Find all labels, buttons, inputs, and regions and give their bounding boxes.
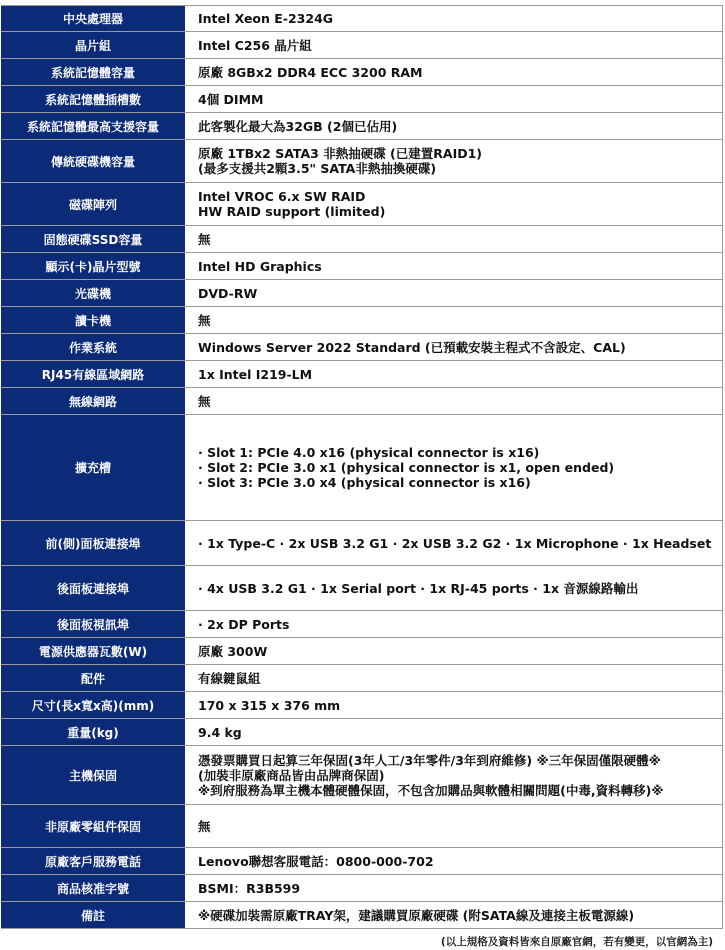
spec-label: 前(側)面板連接埠 bbox=[1, 521, 186, 565]
spec-label: 配件 bbox=[1, 665, 186, 691]
spec-label: 後面板連接埠 bbox=[1, 566, 186, 610]
spec-label: 主機保固 bbox=[1, 746, 186, 804]
spec-row bbox=[1, 5, 723, 32]
spec-value bbox=[186, 902, 723, 928]
spec-table bbox=[1, 5, 723, 929]
spec-value-line: 有線鍵鼠組 bbox=[198, 670, 261, 686]
spec-value-line: Intel C256 晶片組 bbox=[198, 37, 312, 53]
spec-label: 作業系統 bbox=[1, 334, 186, 360]
spec-label: 光碟機 bbox=[1, 280, 186, 306]
spec-value bbox=[186, 566, 723, 610]
spec-row bbox=[1, 226, 723, 253]
spec-value bbox=[186, 334, 723, 360]
spec-label: 非原廠零組件保固 bbox=[1, 805, 186, 847]
spec-label: 系統記憶體最高支援容量 bbox=[1, 113, 186, 139]
spec-row bbox=[1, 113, 723, 140]
spec-label: 系統記憶體插槽數 bbox=[1, 86, 186, 112]
spec-value-line: · Slot 2: PCIe 3.0 x1 (physical connector is x1, open ended) bbox=[198, 460, 615, 475]
spec-value-line: ※硬碟加裝需原廠TRAY架，建議購買原廠硬碟 (附SATA線及連接主板電源線) bbox=[198, 907, 635, 923]
spec-value bbox=[186, 521, 723, 565]
spec-label: 晶片組 bbox=[1, 32, 186, 58]
spec-label: 後面板視訊埠 bbox=[1, 611, 186, 637]
spec-value bbox=[186, 140, 723, 182]
spec-row bbox=[1, 140, 723, 183]
spec-value bbox=[186, 692, 723, 718]
spec-value-line: 此客製化最大為32GB (2個已佔用) bbox=[198, 118, 398, 134]
spec-label: 重量(kg) bbox=[1, 719, 186, 745]
spec-label: 擴充槽 bbox=[1, 415, 186, 520]
spec-value-line: · 1x Type-C · 2x USB 3.2 G1 · 2x USB 3.2 G2 · 1x Microphone · 1x Headset bbox=[198, 535, 712, 551]
spec-label: 尺寸(長x寬x高)(mm) bbox=[1, 692, 186, 718]
footnote: (以上規格及資料皆來自原廠官網，若有變更，以官網為主) bbox=[440, 936, 713, 948]
spec-row bbox=[1, 280, 723, 307]
spec-value bbox=[186, 32, 723, 58]
spec-row bbox=[1, 875, 723, 902]
spec-label: 商品核准字號 bbox=[1, 875, 186, 901]
spec-value-line: (加裝非原廠商品皆由品牌商保固) bbox=[198, 767, 385, 783]
spec-value bbox=[186, 226, 723, 252]
spec-value bbox=[186, 746, 723, 804]
spec-row bbox=[1, 388, 723, 415]
spec-row bbox=[1, 183, 723, 226]
spec-label: 磁碟陣列 bbox=[1, 183, 186, 225]
spec-row bbox=[1, 692, 723, 719]
spec-value-line: 1x Intel I219-LM bbox=[198, 366, 313, 382]
spec-value bbox=[186, 388, 723, 414]
spec-value-line: 原廠 1TBx2 SATA3 非熱抽硬碟 (已建置RAID1) bbox=[198, 146, 483, 161]
spec-row bbox=[1, 361, 723, 388]
spec-row bbox=[1, 611, 723, 638]
spec-value bbox=[186, 361, 723, 387]
spec-value bbox=[186, 59, 723, 85]
spec-value-line: 原廠 8GBx2 DDR4 ECC 3200 RAM bbox=[198, 64, 423, 80]
spec-row bbox=[1, 805, 723, 848]
spec-value-line: 無 bbox=[198, 393, 211, 409]
spec-label: 傳統硬碟機容量 bbox=[1, 140, 186, 182]
spec-value-line: · Slot 1: PCIe 4.0 x16 (physical connector is x16) bbox=[198, 445, 540, 460]
spec-value-line: Windows Server 2022 Standard (已預載安裝主程式不含設定、CAL) bbox=[198, 339, 626, 355]
spec-value-line: 原廠 300W bbox=[198, 643, 268, 659]
spec-label: 無線網路 bbox=[1, 388, 186, 414]
spec-value bbox=[186, 415, 723, 520]
spec-value-line: · 4x USB 3.2 G1 · 1x Serial port · 1x RJ-45 ports · 1x 音源線路輸出 bbox=[198, 580, 639, 596]
spec-row bbox=[1, 719, 723, 746]
spec-row bbox=[1, 415, 723, 521]
spec-value-line: 無 bbox=[198, 312, 211, 328]
spec-row bbox=[1, 334, 723, 361]
spec-value bbox=[186, 719, 723, 745]
spec-row bbox=[1, 902, 723, 929]
spec-label: RJ45有線區域網路 bbox=[1, 361, 186, 387]
spec-row bbox=[1, 848, 723, 875]
spec-row bbox=[1, 307, 723, 334]
spec-value bbox=[186, 665, 723, 691]
spec-row bbox=[1, 32, 723, 59]
spec-label: 固態硬碟SSD容量 bbox=[1, 226, 186, 252]
spec-value-line: · 2x DP Ports bbox=[198, 616, 290, 632]
spec-value bbox=[186, 638, 723, 664]
spec-value bbox=[186, 805, 723, 847]
spec-value-line: Intel Xeon E-2324G bbox=[198, 11, 334, 26]
spec-value-line: 憑發票購買日起算三年保固(3年人工/3年零件/3年到府維修) ※三年保固僅限硬體※ bbox=[198, 752, 661, 768]
spec-label: 原廠客戶服務電話 bbox=[1, 848, 186, 874]
spec-value-line: Intel HD Graphics bbox=[198, 258, 322, 274]
spec-row bbox=[1, 566, 723, 611]
spec-value-line: 4個 DIMM bbox=[198, 91, 264, 107]
spec-value-line: 無 bbox=[198, 231, 211, 247]
spec-value-line: (最多支援共2顆3.5" SATA非熱抽換硬碟) bbox=[198, 161, 437, 176]
spec-row bbox=[1, 59, 723, 86]
spec-label: 中央處理器 bbox=[1, 6, 186, 31]
spec-value bbox=[186, 113, 723, 139]
spec-value-line: Intel VROC 6.x SW RAID bbox=[198, 189, 366, 204]
spec-value bbox=[186, 6, 723, 31]
spec-value-line: · Slot 3: PCIe 3.0 x4 (physical connector is x16) bbox=[198, 475, 531, 490]
spec-value-line: BSMI：R3B599 bbox=[198, 880, 301, 896]
spec-value-line: 9.4 kg bbox=[198, 724, 242, 740]
spec-value-line: HW RAID support (limited) bbox=[198, 204, 386, 219]
spec-label: 讀卡機 bbox=[1, 307, 186, 333]
spec-value bbox=[186, 86, 723, 112]
spec-value bbox=[186, 875, 723, 901]
spec-label: 備註 bbox=[1, 902, 186, 928]
spec-row bbox=[1, 746, 723, 805]
spec-row bbox=[1, 638, 723, 665]
spec-row bbox=[1, 86, 723, 113]
spec-value-line: ※到府服務為單主機本體硬體保固，不包含加購品與軟體相關問題(中毒,資料轉移)※ bbox=[198, 782, 664, 798]
spec-value-line: DVD-RW bbox=[198, 285, 258, 301]
spec-row bbox=[1, 521, 723, 566]
spec-row bbox=[1, 665, 723, 692]
spec-value bbox=[186, 307, 723, 333]
spec-label: 顯示(卡)晶片型號 bbox=[1, 253, 186, 279]
spec-value-line: 170 x 315 x 376 mm bbox=[198, 697, 341, 713]
spec-row bbox=[1, 253, 723, 280]
spec-value bbox=[186, 253, 723, 279]
spec-value bbox=[186, 280, 723, 306]
spec-value bbox=[186, 848, 723, 874]
spec-label: 電源供應器瓦數(W) bbox=[1, 638, 186, 664]
spec-value-line: Lenovo聯想客服電話：0800-000-702 bbox=[198, 853, 434, 869]
spec-value bbox=[186, 183, 723, 225]
spec-value-line: 無 bbox=[198, 818, 211, 834]
spec-label: 系統記憶體容量 bbox=[1, 59, 186, 85]
spec-value bbox=[186, 611, 723, 637]
